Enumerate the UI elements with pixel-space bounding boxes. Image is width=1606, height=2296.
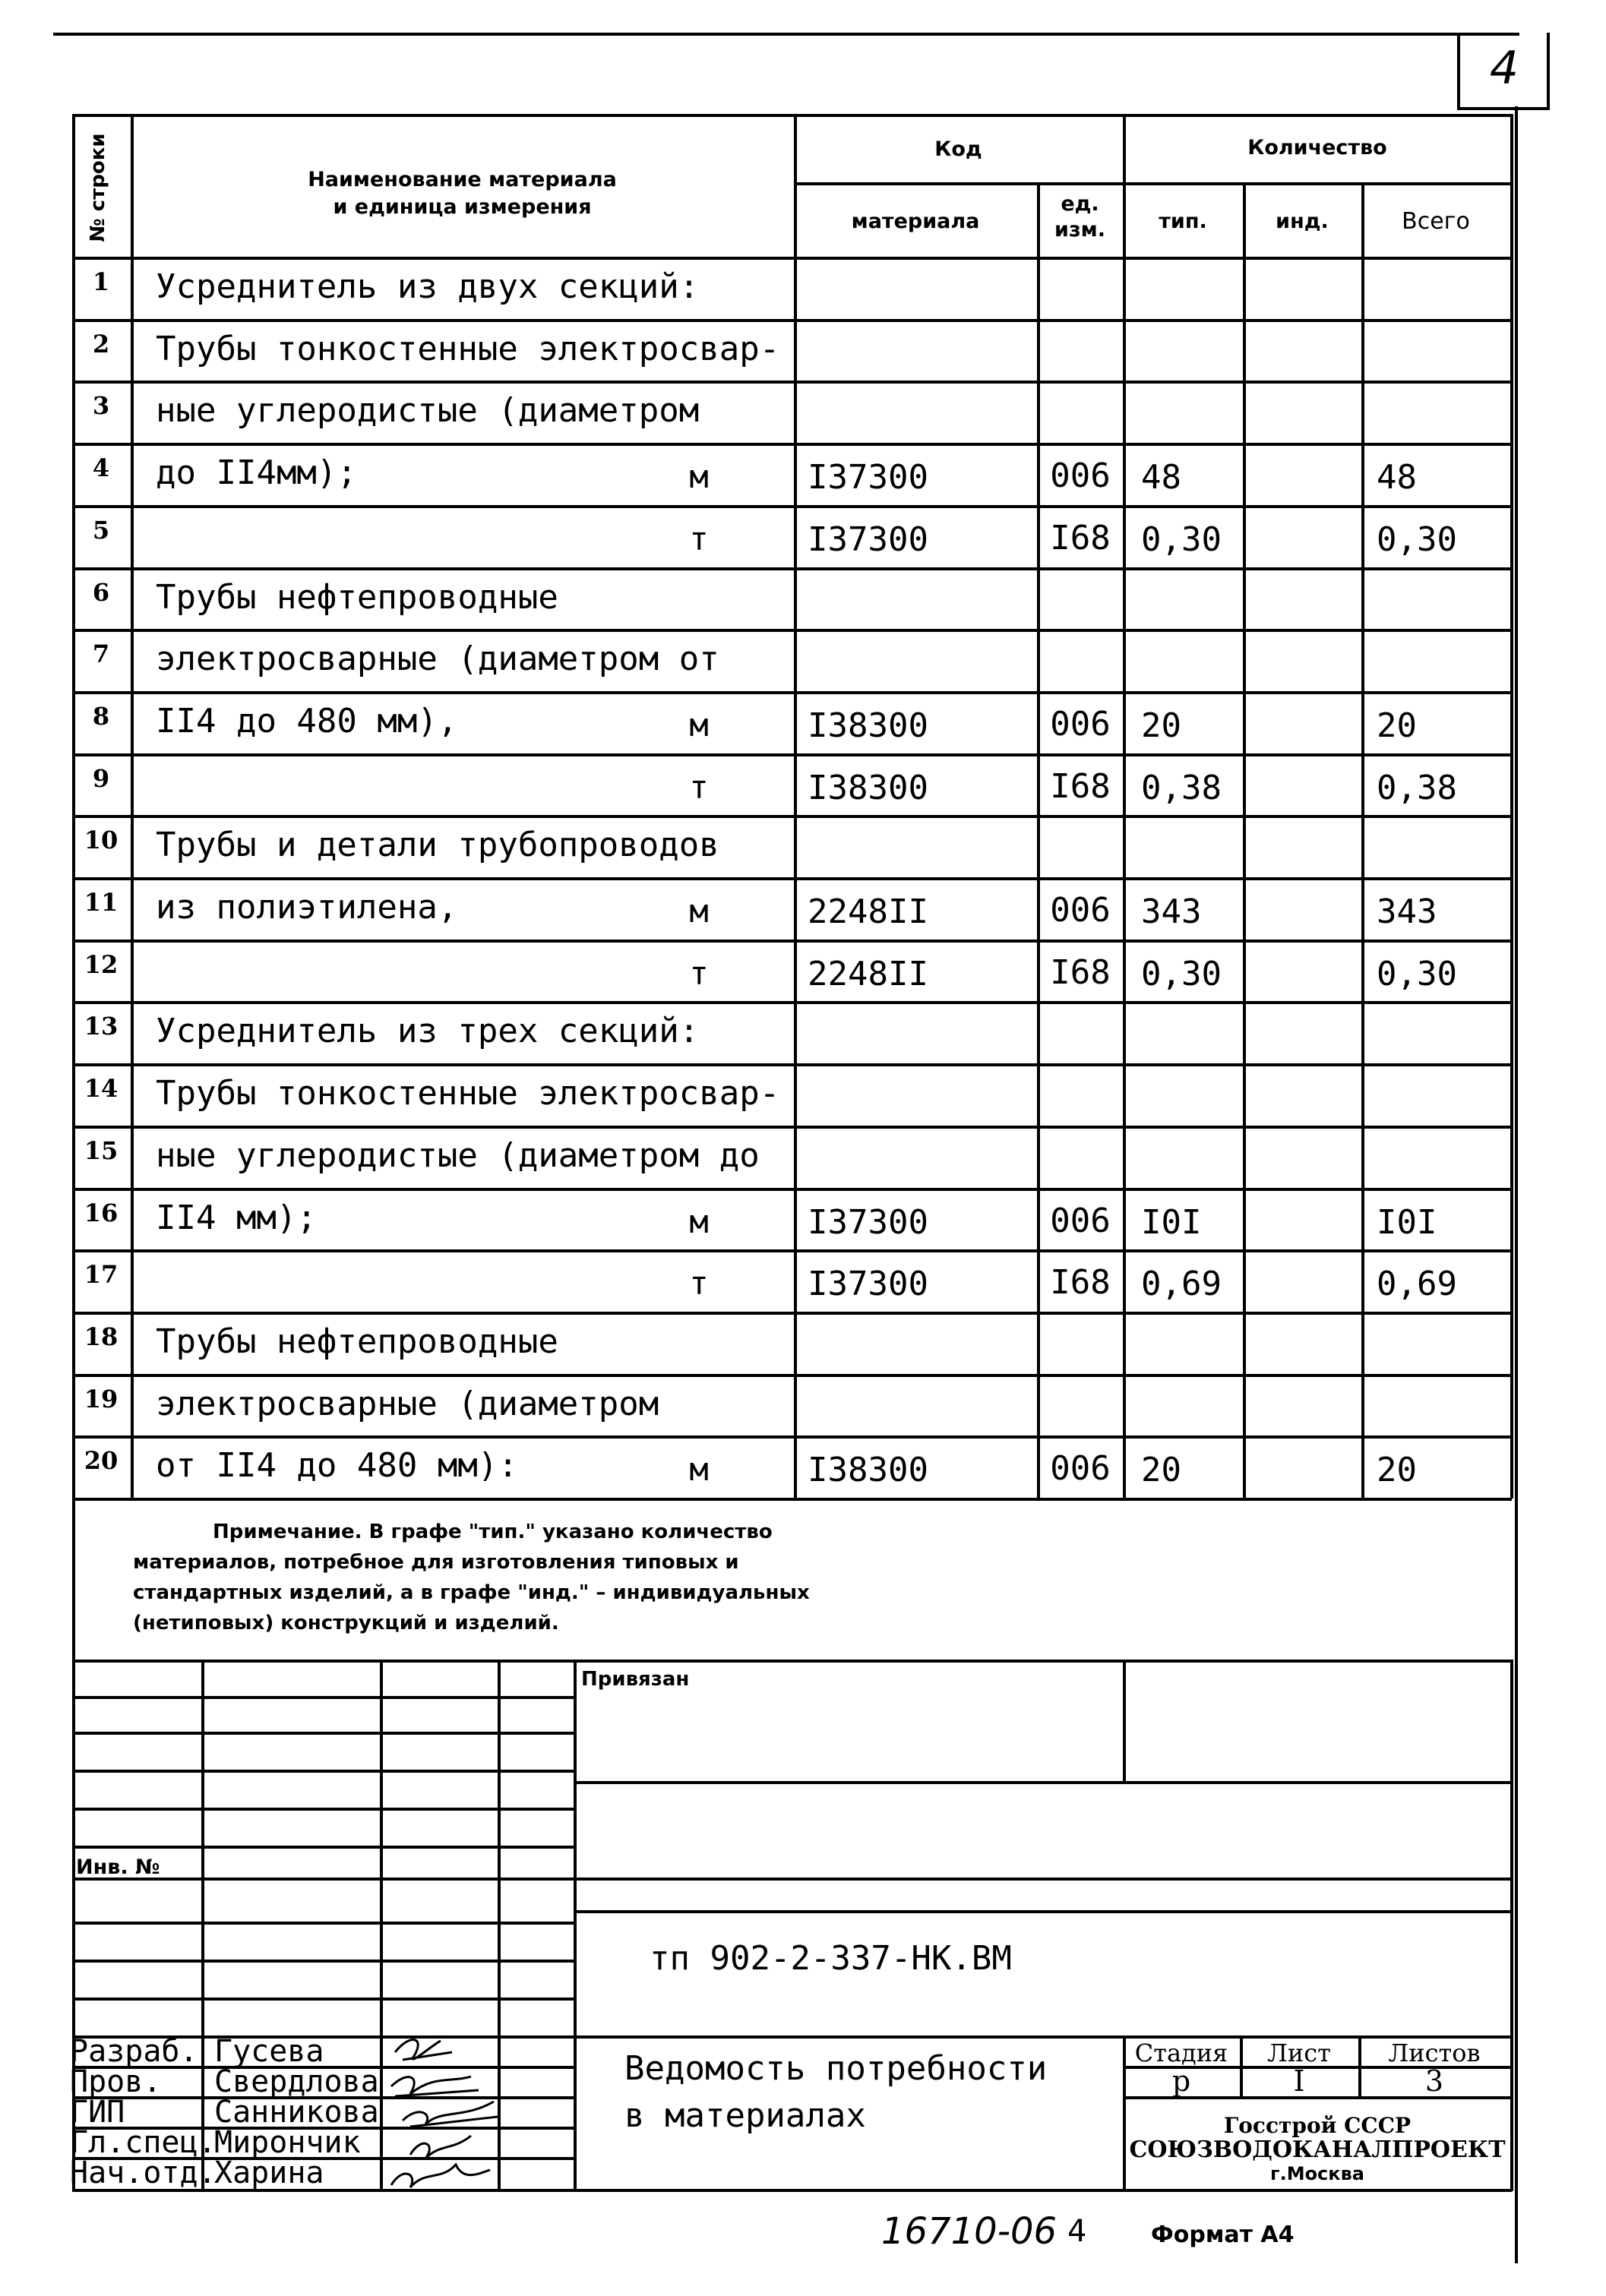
header-code-unit-line2: изм.	[1054, 218, 1105, 242]
row-separator	[72, 1498, 1512, 1501]
quantity-total: 48	[1377, 458, 1417, 497]
quantity-typ: I0I	[1141, 1203, 1202, 1242]
row-number: 5	[92, 516, 110, 545]
role-chief-engineer: ГИП	[70, 2095, 125, 2130]
name-checker: Свердлова	[214, 2064, 379, 2099]
row-number: 15	[84, 1136, 119, 1165]
row-number: 2	[92, 330, 110, 358]
row-number: 13	[84, 1012, 119, 1041]
header-code-group: Код	[934, 137, 982, 161]
row-number: 3	[92, 391, 110, 420]
signatures	[380, 2029, 532, 2193]
note-line1: Примечание. В графе "тип." указано количество	[213, 1521, 773, 1543]
row-number: 9	[92, 764, 110, 793]
material-code: I37300	[808, 1203, 928, 1242]
document-title-line1: Ведомость потребности	[624, 2049, 1048, 2088]
unit-code: 006	[1050, 1202, 1111, 1240]
row-number: 20	[84, 1446, 119, 1475]
name-chief-engineer: Санникова	[214, 2095, 379, 2130]
material-name: II4 мм);	[156, 1199, 317, 1237]
name-developer: Гусева	[214, 2034, 324, 2069]
unit-code: I68	[1050, 1263, 1111, 1302]
sheet-value: I	[1293, 2064, 1305, 2098]
header-quantity-group: Количество	[1247, 136, 1387, 159]
header-name-line1: Наименование материала	[308, 168, 617, 191]
row-separator	[72, 1312, 1512, 1315]
name-department-head: Харина	[214, 2155, 324, 2190]
quantity-typ: 343	[1141, 892, 1202, 931]
material-name: ные углеродистые (диаметром до	[156, 1136, 760, 1175]
quantity-total: 0,69	[1377, 1265, 1457, 1303]
stage-label: Стадия	[1134, 2039, 1228, 2067]
role-checker: Пров.	[70, 2064, 162, 2099]
row-number: 17	[84, 1260, 119, 1289]
row-separator	[72, 1374, 1512, 1377]
row-separator	[72, 505, 1512, 508]
org-line3: г.Москва	[1270, 2163, 1364, 2184]
document-code: тп 902-2-337-НК.ВМ	[650, 1939, 1012, 1978]
row-separator	[72, 1249, 1512, 1252]
row-separator	[72, 443, 1512, 446]
row-number: 1	[92, 267, 110, 296]
material-name: до II4мм);	[156, 453, 357, 492]
material-name: Трубы нефтепроводные	[156, 578, 558, 617]
inventory-number-label: Инв. №	[76, 1855, 160, 1879]
row-separator	[72, 319, 1512, 322]
material-name: II4 до 480 мм),	[156, 702, 458, 741]
material-code: I37300	[808, 520, 928, 559]
quantity-typ: 0,69	[1141, 1265, 1222, 1303]
row-separator	[72, 691, 1512, 694]
signature-chief-specialist	[410, 2136, 471, 2159]
material-name: электросварные (диаметром	[156, 1385, 659, 1423]
header-name-line2: и единица измерения	[333, 195, 592, 219]
row-separator	[72, 815, 1512, 818]
material-name: от II4 до 480 мм):	[156, 1446, 518, 1485]
row-number: 14	[84, 1074, 119, 1103]
material-code: I38300	[808, 769, 928, 807]
material-code: 2248II	[808, 892, 928, 931]
unit-of-measure: м	[689, 1203, 709, 1240]
unit-of-measure: т	[689, 1265, 709, 1302]
material-name: из полиэтилена,	[156, 888, 458, 927]
role-chief-specialist: Гл.спец.	[70, 2125, 217, 2160]
unit-code: 006	[1050, 705, 1111, 744]
row-number: 10	[84, 826, 119, 854]
role-department-head: Нач.отд.	[70, 2155, 217, 2190]
row-separator	[72, 1126, 1512, 1129]
unit-of-measure: м	[689, 458, 709, 495]
row-number: 11	[84, 888, 119, 917]
row-number: 18	[84, 1322, 119, 1351]
quantity-typ: 20	[1141, 706, 1181, 745]
unit-code: 006	[1050, 456, 1111, 495]
quantity-total: 343	[1377, 892, 1437, 931]
quantity-total: 0,30	[1377, 520, 1457, 559]
row-separator	[72, 753, 1512, 756]
material-name: ные углеродистые (диаметром	[156, 391, 700, 430]
material-code: I37300	[808, 1265, 928, 1303]
format-label: Формат А4	[1151, 2222, 1295, 2248]
signature-developer	[395, 2040, 452, 2060]
note-line4: (нетиповых) конструкций и изделий.	[133, 1612, 559, 1634]
unit-of-measure: т	[689, 769, 709, 806]
row-separator	[72, 567, 1512, 570]
quantity-typ: 0,30	[1141, 955, 1222, 993]
row-separator	[72, 381, 1512, 384]
unit-code: 006	[1050, 891, 1111, 930]
privyazan-label: Привязан	[581, 1668, 690, 1691]
row-number: 4	[92, 453, 110, 482]
signature-checker	[391, 2077, 479, 2096]
row-number: 8	[92, 702, 110, 731]
material-name: Трубы нефтепроводные	[156, 1322, 558, 1361]
row-separator	[72, 1188, 1512, 1191]
unit-of-measure: т	[689, 955, 709, 992]
material-code: 2248II	[808, 955, 928, 993]
row-number: 16	[84, 1199, 119, 1227]
material-code: I38300	[808, 706, 928, 745]
unit-of-measure: т	[689, 520, 709, 557]
quantity-typ: 20	[1141, 1451, 1181, 1489]
unit-code: I68	[1050, 519, 1111, 557]
header-code-material: материала	[851, 210, 980, 233]
quantity-total: 20	[1377, 1451, 1417, 1489]
unit-code: I68	[1050, 767, 1111, 806]
role-developer: Разраб.	[70, 2034, 198, 2069]
material-code: I37300	[808, 458, 928, 497]
note-line2: материалов, потребное для изготовления типовых и	[133, 1551, 739, 1574]
material-code: I38300	[808, 1451, 928, 1489]
row-separator	[72, 1063, 1512, 1066]
footer-page-mark: 4	[1067, 2214, 1087, 2249]
row-number: 6	[92, 578, 110, 607]
sheets-label: Листов	[1388, 2039, 1481, 2067]
material-name: Трубы и детали трубопроводов	[156, 826, 719, 864]
unit-of-measure: м	[689, 1451, 709, 1488]
quantity-typ: 0,38	[1141, 769, 1222, 807]
material-name: Трубы тонкостенные электросвар-	[156, 1074, 780, 1113]
row-separator	[72, 629, 1512, 632]
quantity-total: I0I	[1377, 1203, 1437, 1242]
unit-code: I68	[1050, 953, 1111, 992]
row-separator	[72, 940, 1512, 943]
sheet-number: 4	[1489, 42, 1519, 95]
name-chief-specialist: Мирончик	[214, 2125, 361, 2160]
unit-of-measure: м	[689, 706, 709, 744]
header-quantity-total: Всего	[1402, 208, 1470, 235]
unit-of-measure: м	[689, 892, 709, 930]
sheet-label: Лист	[1267, 2039, 1331, 2067]
material-name: Усреднитель из двух секций:	[156, 267, 700, 306]
quantity-typ: 0,30	[1141, 520, 1222, 559]
material-name: Трубы тонкостенные электросвар-	[156, 330, 780, 368]
unit-code: 006	[1050, 1449, 1111, 1488]
row-separator	[72, 1435, 1512, 1439]
quantity-total: 0,38	[1377, 769, 1457, 807]
archive-number: 16710-06	[881, 2210, 1057, 2253]
quantity-total: 20	[1377, 706, 1417, 745]
row-number: 12	[84, 950, 119, 979]
row-separator	[72, 877, 1512, 880]
header-row-number: № строки	[87, 133, 109, 242]
header-code-unit-line1: ед.	[1061, 192, 1099, 216]
material-name: электросварные (диаметром от	[156, 640, 719, 678]
header-quantity-ind: инд.	[1276, 210, 1329, 233]
material-name: Усреднитель из трех секций:	[156, 1012, 700, 1050]
quantity-typ: 48	[1141, 458, 1181, 497]
sheets-value: 3	[1424, 2064, 1444, 2098]
row-number: 7	[92, 640, 110, 668]
stage-value: р	[1171, 2064, 1191, 2098]
row-number: 19	[84, 1385, 119, 1413]
signature-department-head	[391, 2165, 490, 2187]
document-title-line2: в материалах	[624, 2096, 866, 2135]
note-line3: стандартных изделий, а в графе "инд." – индивидуальных	[133, 1581, 810, 1604]
row-separator	[72, 1001, 1512, 1004]
org-line2: СОЮЗВОДОКАНАЛПРОЕКТ	[1129, 2137, 1506, 2163]
org-line1: Госстрой СССР	[1223, 2113, 1412, 2138]
header-quantity-typ: тип.	[1159, 210, 1207, 233]
signature-chief-engineer	[403, 2102, 498, 2127]
quantity-total: 0,30	[1377, 955, 1457, 993]
